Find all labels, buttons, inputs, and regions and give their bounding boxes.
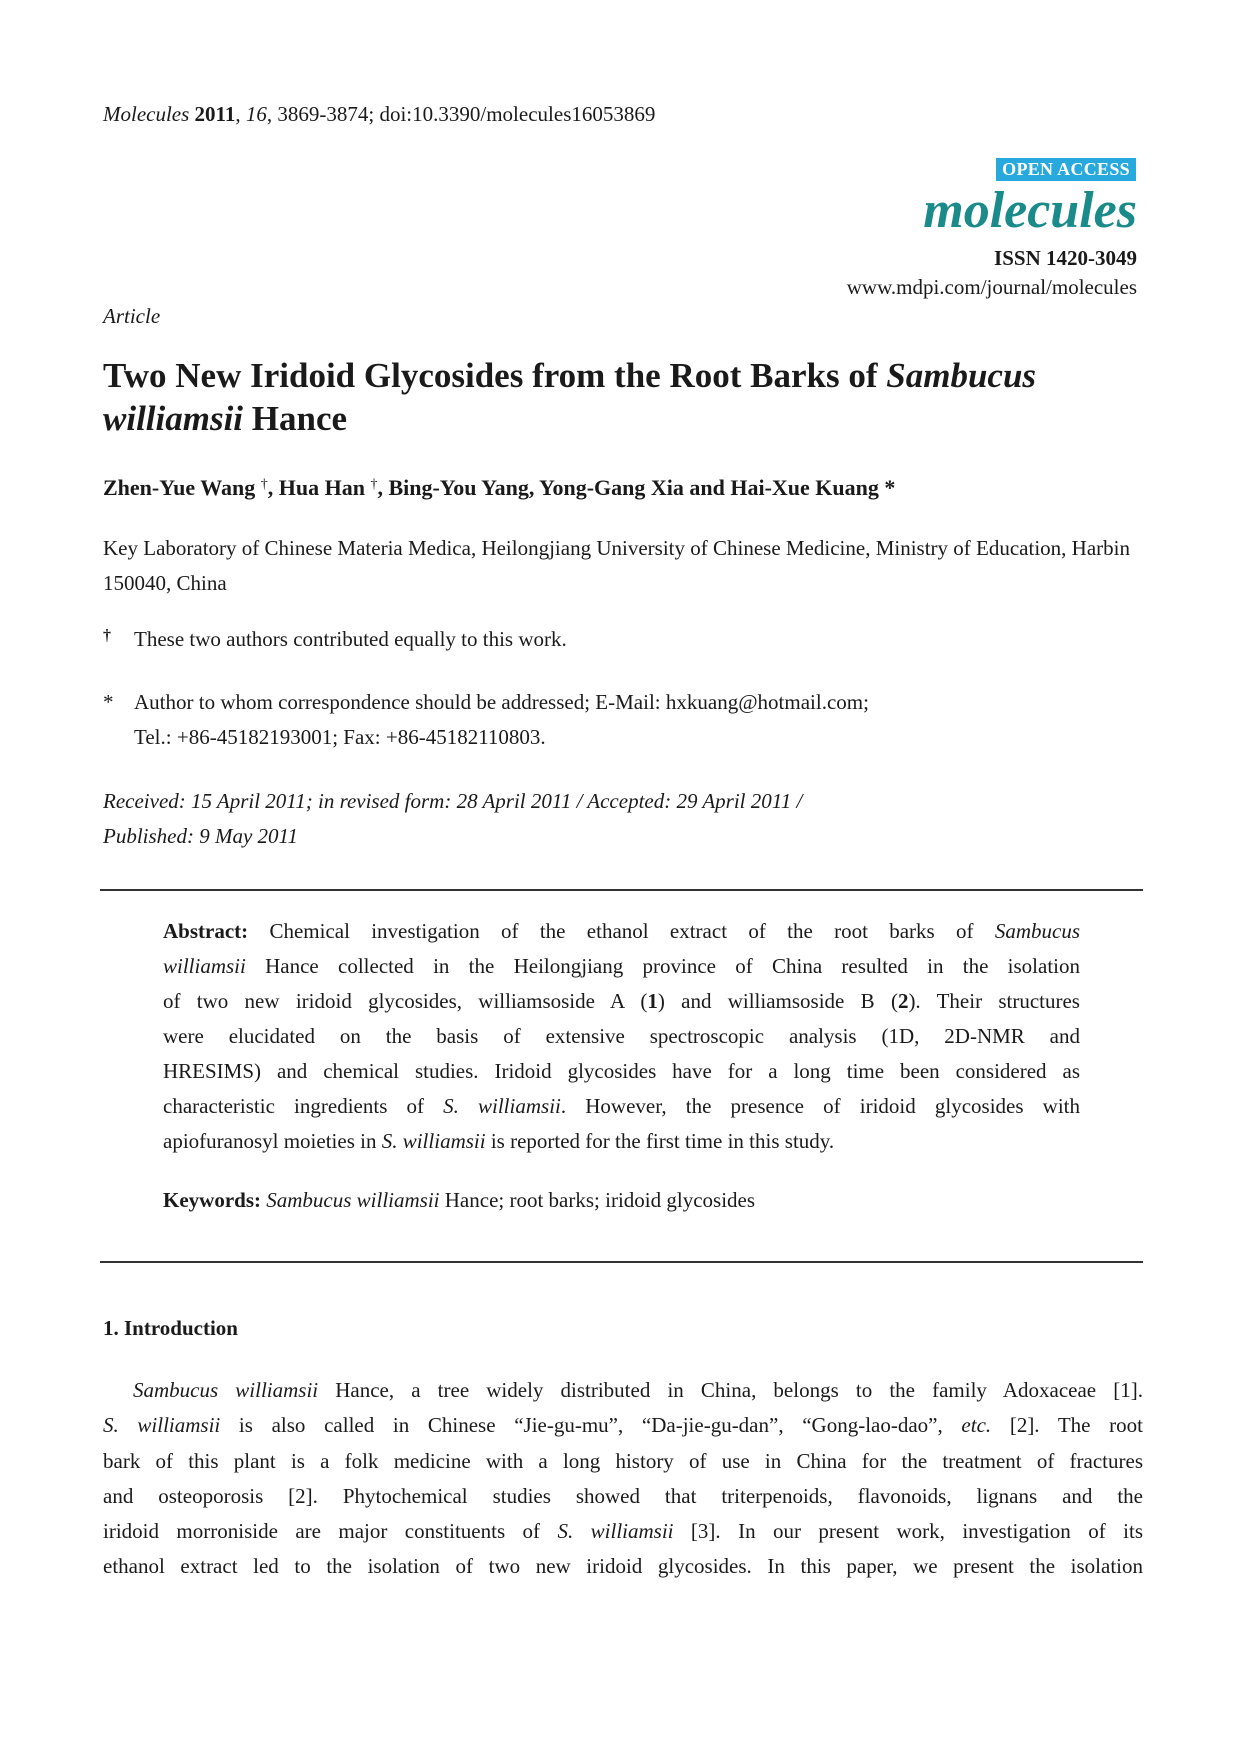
affiliation: Key Laboratory of Chinese Materia Medica, Heilongjiang University of Chinese Medicine, Ministry of Education, Harbin 150040, China [103,536,1130,595]
citation-line: Molecules 2011, 16, 3869-3874; doi:10.3390/molecules16053869 [103,102,656,126]
footnote-equal-contribution: † These two authors contributed equally to this work. [103,627,567,651]
issn: ISSN 1420-3049 [994,246,1137,270]
author-list: Zhen-Yue Wang †, Hua Han †, Bing-You Yang, Yong-Gang Xia and Hai-Xue Kuang * [103,475,896,500]
divider-bottom [100,1261,1143,1263]
introduction-paragraph: Sambucus williamsii Hance, a tree widely distributed in China, belongs to the family Adoxaceae [1]. S. williamsii is also called in Chinese “Jie-gu-mu”, “Da-jie-gu-dan”, “Gong-lao-dao”, etc. [2]. The root bark of this plant is a folk medicine with a long history of use in China for the treatment of fractures and osteoporosis [2]. Phytochemical studies showed that triterpenoids, flavonoids, lignans and the iridoid morroniside are major constituents of S. williamsii [3]. In our present work, investigation of its ethanol extract led to the isolation of two new iridoid glycosides. In this paper, we present the isolation [103,1378,1143,1579]
divider-top [100,889,1143,891]
keywords: Keywords: Sambucus williamsii Hance; root barks; iridoid glycosides [163,1188,756,1212]
abstract: Abstract: Chemical investigation of the ethanol extract of the root barks of Sambucus williamsii Hance collected in the Heilongjiang province of China resulted in the isolation of two new iridoid glycosides, williamsoside A (1) and williamsoside B (2). Their structures were elucidated on the basis of extensive spectroscopic analysis (1D, 2D-NMR and HRESIMS) and chemical studies. Iridoid glycosides have for a long time been considered as characteristic ingredients of S. williamsii. However, the presence of iridoid glycosides with apiofuranosyl moieties in S. williamsii is reported for the first time in this study. [163,919,1080,1153]
dagger-mark: † [260,477,268,492]
article-type: Article [103,304,161,328]
journal-logo: molecules [923,182,1137,239]
open-access-badge: OPEN ACCESS [996,158,1136,181]
dagger-mark: † [370,477,378,492]
footnote-correspondence: * Author to whom correspondence should be addressed; E-Mail: hxkuang@hotmail.com; Tel.: +86-45182193001; Fax: +86-45182110803. [103,690,869,749]
journal-url[interactable]: www.mdpi.com/journal/molecules [846,275,1137,299]
publication-dates: Received: 15 April 2011; in revised form: 28 April 2011 / Accepted: 29 April 2011 / Published: 9 May 2011 [103,789,803,848]
paper-title: Two New Iridoid Glycosides from the Root Barks of Sambucus williamsii Hance [103,356,1037,438]
section-heading-introduction: 1. Introduction [103,1316,238,1340]
